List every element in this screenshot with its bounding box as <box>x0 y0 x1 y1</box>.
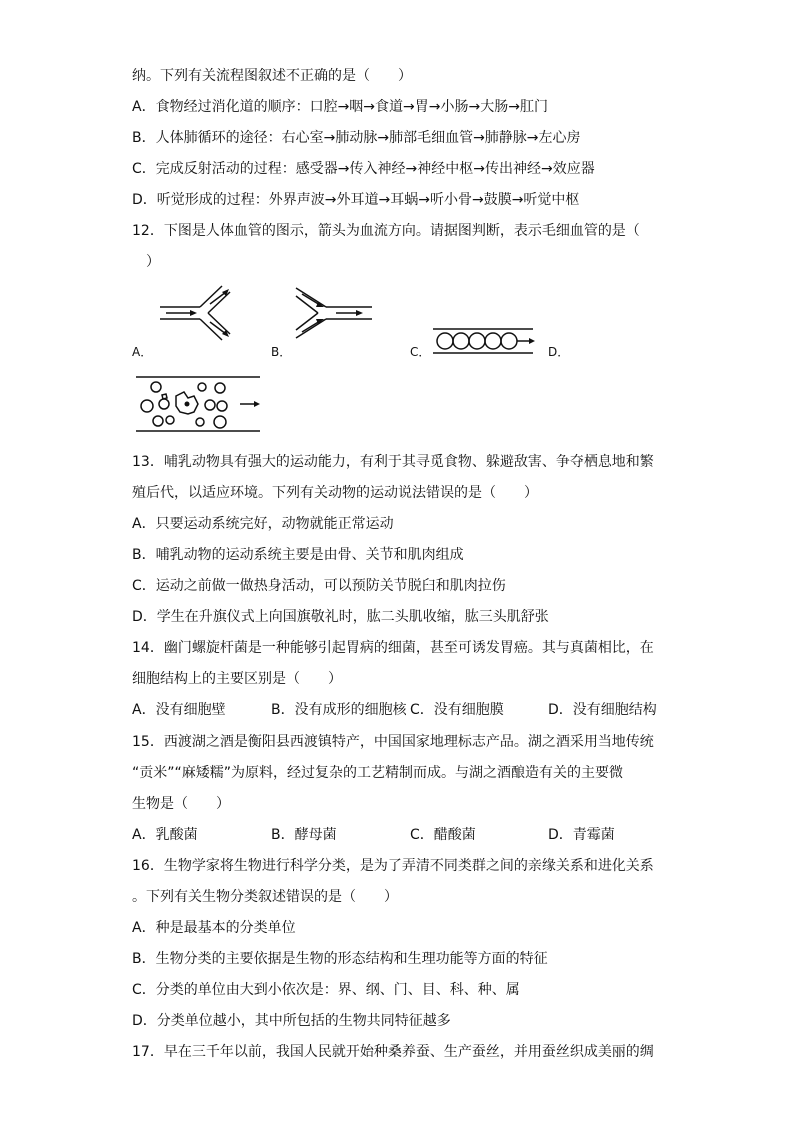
q16-stem: 16．生物学家将生物进行科学分类，是为了弄清不同类群之间的亲缘关系和进化关系 <box>132 858 654 874</box>
q14-option-a: A．没有细胞壁 <box>132 702 226 718</box>
q13-option-c: C．运动之前做一做热身活动，可以预防关节脱臼和肌肉拉伤 <box>132 578 506 594</box>
vessel-figure-c <box>433 326 535 356</box>
vessel-figure-b <box>296 286 376 340</box>
q15-stem: 15．西渡湖之酒是衡阳县西渡镇特产，中国国家地理标志产品。湖之酒采用当地传统 <box>132 734 654 750</box>
q16-option-c: C．分类的单位由大到小依次是：界、纲、门、目、科、种、属 <box>132 982 520 998</box>
q13-stem: 13．哺乳动物具有强大的运动能力，有利于其寻觅食物、躲避敌害、争夺栖息地和繁 <box>132 454 654 470</box>
q12-stem-cont: ） <box>132 254 160 270</box>
q13-option-d: D．学生在升旗仪式上向国旗敬礼时，肱二头肌收缩，肱三头肌舒张 <box>132 609 549 625</box>
vessel-figure-a <box>160 286 255 340</box>
q11-stem: 纳。下列有关流程图叙述不正确的是（ ） <box>132 68 412 84</box>
q13-option-a: A．只要运动系统完好，动物就能正常运动 <box>132 516 394 532</box>
q15-stem-cont: “贡米”“麻矮糯”为原料，经过复杂的工艺精制而成。与湖之酒酿造有关的主要微 <box>132 765 624 781</box>
q15-option-d: D．青霉菌 <box>548 827 615 843</box>
q15-option-c: C．醋酸菌 <box>410 827 476 843</box>
q15-stem-cont2: 生物是（ ） <box>132 796 230 812</box>
q12-label-c: C． <box>410 345 431 359</box>
q14-stem: 14．幽门螺旋杆菌是一种能够引起胃病的细菌，甚至可诱发胃癌。其与真菌相比，在 <box>132 640 654 656</box>
q14-option-c: C．没有细胞膜 <box>410 702 504 718</box>
q16-stem-cont: 。下列有关生物分类叙述错误的是（ ） <box>132 889 398 905</box>
q16-option-d: D．分类单位越小，其中所包括的生物共同特征越多 <box>132 1013 451 1029</box>
q13-option-b: B．哺乳动物的运动系统主要是由骨、关节和肌肉组成 <box>132 547 464 563</box>
q12-label-d: D． <box>548 345 570 359</box>
q15-option-b: B．酵母菌 <box>271 827 337 843</box>
q11-option-a: A．食物经过消化道的顺序：口腔→咽→食道→胃→小肠→大肠→肛门 <box>132 99 548 115</box>
q16-option-a: A．种是最基本的分类单位 <box>132 920 296 936</box>
q13-stem-cont: 殖后代，以适应环境。下列有关动物的运动说法错误的是（ ） <box>132 485 538 501</box>
q11-option-c: C．完成反射活动的过程：感受器→传入神经→神经中枢→传出神经→效应器 <box>132 161 595 177</box>
q12-label-a: A． <box>132 345 153 359</box>
q14-option-b: B．没有成形的细胞核 <box>271 702 407 718</box>
q12-stem: 12．下图是人体血管的图示，箭头为血流方向。请据图判断，表示毛细血管的是（ <box>132 223 640 239</box>
vessel-figure-d <box>136 374 262 434</box>
q16-option-b: B．生物分类的主要依据是生物的形态结构和生理功能等方面的特征 <box>132 951 548 967</box>
q14-stem-cont: 细胞结构上的主要区别是（ ） <box>132 671 342 687</box>
q11-option-b: B．人体肺循环的途径：右心室→肺动脉→肺部毛细血管→肺静脉→左心房 <box>132 130 581 146</box>
q17-stem: 17．早在三千年以前，我国人民就开始种桑养蚕、生产蚕丝，并用蚕丝织成美丽的绸 <box>132 1044 654 1060</box>
q12-label-b: B． <box>271 345 292 359</box>
q11-option-d: D．听觉形成的过程：外界声波→外耳道→耳蜗→听小骨→鼓膜→听觉中枢 <box>132 192 580 208</box>
q14-option-d: D．没有细胞结构 <box>548 702 657 718</box>
q15-option-a: A．乳酸菌 <box>132 827 198 843</box>
